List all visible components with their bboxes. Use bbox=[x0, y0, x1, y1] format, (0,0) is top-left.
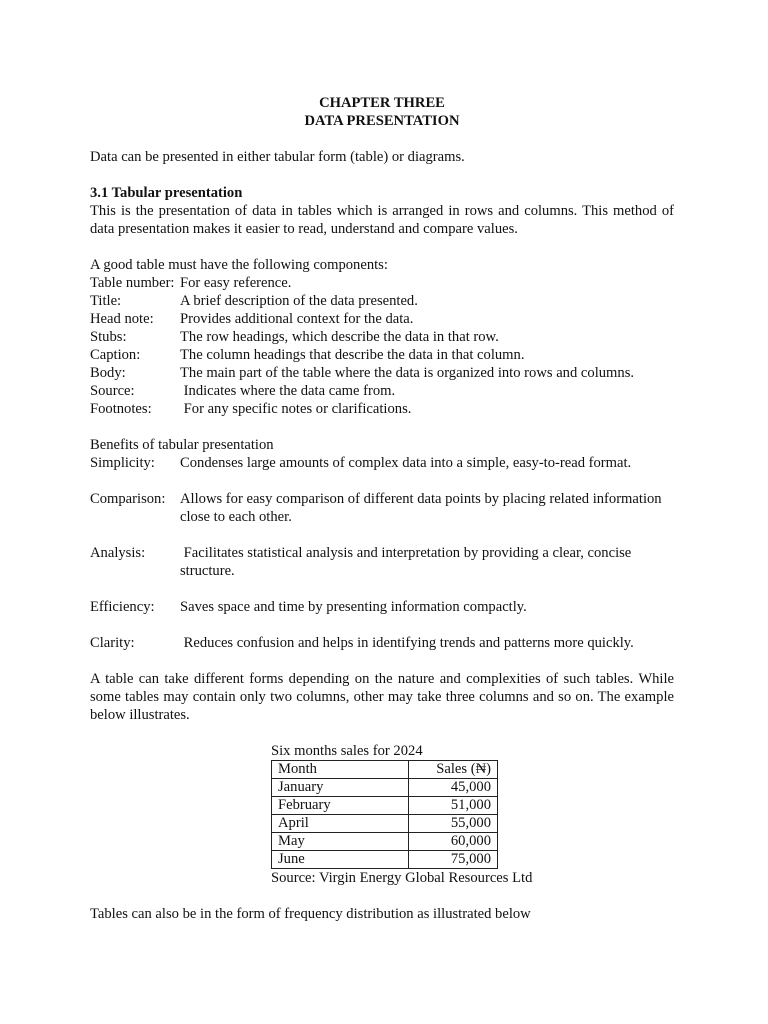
definition-desc: Condenses large amounts of complex data into a simple, easy-to-read format. bbox=[180, 455, 632, 471]
table-row bbox=[272, 833, 498, 851]
table-row bbox=[272, 779, 498, 797]
definition-desc: Allows for easy comparison of different data points by placing related information close to each other. bbox=[180, 491, 666, 525]
definition-term: Simplicity: bbox=[90, 455, 155, 471]
definition-row bbox=[90, 634, 674, 652]
intro-paragraph: Data can be presented in either tabular form (table) or diagrams. bbox=[90, 149, 465, 165]
definition-term: Footnotes: bbox=[90, 401, 152, 417]
definition-row bbox=[90, 454, 674, 472]
definition-term: Efficiency: bbox=[90, 599, 155, 615]
table-caption: Six months sales for 2024 bbox=[271, 743, 423, 759]
components-intro: A good table must have the following components: bbox=[90, 257, 388, 273]
month-cell: June bbox=[272, 851, 409, 869]
table-source: Source: Virgin Energy Global Resources Ltd bbox=[271, 870, 533, 886]
definition-desc: For easy reference. bbox=[180, 275, 292, 291]
section-paragraph: This is the presentation of data in tables which is arranged in rows and columns. This method of data presentation makes it easier to read, understand and compare values. bbox=[90, 203, 674, 237]
benefits-list bbox=[90, 454, 674, 652]
definition-row bbox=[90, 364, 674, 382]
definition-desc: Facilitates statistical analysis and interpretation by providing a clear, concise structure. bbox=[180, 545, 635, 579]
definition-row bbox=[90, 328, 674, 346]
month-cell: May bbox=[272, 833, 409, 851]
definition-row bbox=[90, 346, 674, 364]
chapter-title: CHAPTER THREE bbox=[319, 95, 445, 111]
table-row bbox=[272, 851, 498, 869]
definition-term: Table number: bbox=[90, 275, 175, 291]
sales-table bbox=[271, 760, 498, 869]
sales-cell: 45,000 bbox=[409, 779, 498, 797]
definition-row bbox=[90, 310, 674, 328]
definition-desc: Provides additional context for the data. bbox=[180, 311, 414, 327]
definition-row bbox=[90, 382, 674, 400]
definition-term: Body: bbox=[90, 365, 126, 381]
table-header-row bbox=[272, 761, 498, 779]
definition-desc: The column headings that describe the data in that column. bbox=[180, 347, 525, 363]
definition-desc: For any specific notes or clarifications. bbox=[180, 401, 412, 417]
month-cell: January bbox=[272, 779, 409, 797]
month-cell: April bbox=[272, 815, 409, 833]
definition-term: Head note: bbox=[90, 311, 154, 327]
definition-term: Clarity: bbox=[90, 635, 135, 651]
definition-term: Source: bbox=[90, 383, 135, 399]
definition-term: Title: bbox=[90, 293, 122, 309]
definition-term: Stubs: bbox=[90, 329, 127, 345]
sales-table-block bbox=[271, 742, 551, 887]
definition-term: Caption: bbox=[90, 347, 141, 363]
definition-desc: A brief description of the data presented. bbox=[180, 293, 418, 309]
header-month: Month bbox=[272, 761, 409, 779]
definition-row bbox=[90, 544, 674, 580]
definition-term: Analysis: bbox=[90, 545, 146, 561]
definition-term: Comparison: bbox=[90, 491, 166, 507]
definition-row bbox=[90, 292, 674, 310]
definition-row bbox=[90, 490, 674, 526]
definition-row bbox=[90, 400, 674, 418]
section-heading: 3.1 Tabular presentation bbox=[90, 185, 243, 201]
sales-cell: 51,000 bbox=[409, 797, 498, 815]
definition-row bbox=[90, 274, 674, 292]
definition-desc: The main part of the table where the data is organized into rows and columns. bbox=[180, 365, 635, 381]
sales-cell: 75,000 bbox=[409, 851, 498, 869]
sales-cell: 60,000 bbox=[409, 833, 498, 851]
forms-paragraph: A table can take different forms depending on the nature and complexities of such tables. While some tables may contain only two columns, other may take three columns and so on. The example below illustrates. bbox=[90, 671, 674, 723]
definition-desc: The row headings, which describe the data in that row. bbox=[180, 329, 499, 345]
benefits-heading: Benefits of tabular presentation bbox=[90, 437, 274, 453]
definition-desc: Reduces confusion and helps in identifying trends and patterns more quickly. bbox=[180, 635, 634, 651]
month-cell: February bbox=[272, 797, 409, 815]
sales-cell: 55,000 bbox=[409, 815, 498, 833]
definition-row bbox=[90, 598, 674, 616]
document-page bbox=[90, 94, 674, 923]
closing-paragraph: Tables can also be in the form of frequency distribution as illustrated below bbox=[90, 906, 531, 922]
table-row bbox=[272, 815, 498, 833]
chapter-subtitle: DATA PRESENTATION bbox=[304, 113, 460, 129]
components-list bbox=[90, 274, 674, 418]
definition-desc: Indicates where the data came from. bbox=[180, 383, 396, 399]
table-row bbox=[272, 797, 498, 815]
header-sales: Sales (₦) bbox=[409, 761, 498, 779]
definition-desc: Saves space and time by presenting information compactly. bbox=[180, 599, 527, 615]
